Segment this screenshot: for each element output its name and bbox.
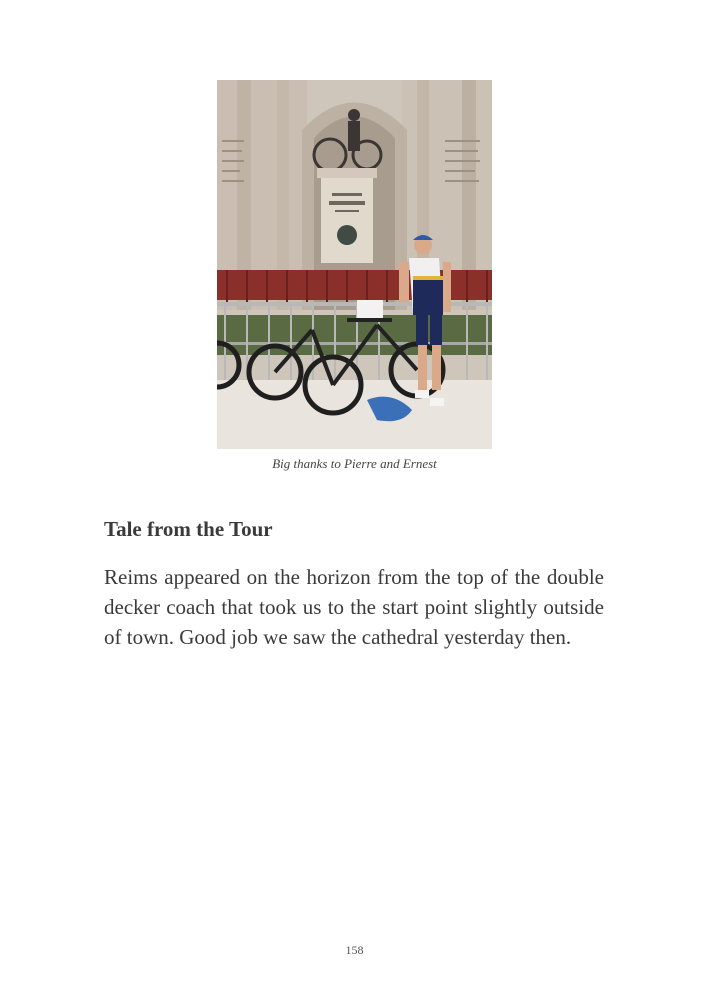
photo-cyclist-statue-icon	[217, 80, 492, 449]
photo	[217, 80, 492, 449]
page-number: 158	[345, 943, 364, 957]
section-paragraph: Reims appeared on the horizon from the top of the double decker coach that took us to the start point slightly outside of town. Good job we saw the cathedral yesterday then.	[104, 565, 604, 649]
section-heading: Tale from the Tour	[104, 517, 273, 541]
photo-caption: Big thanks to Pierre and Ernest	[272, 456, 437, 471]
